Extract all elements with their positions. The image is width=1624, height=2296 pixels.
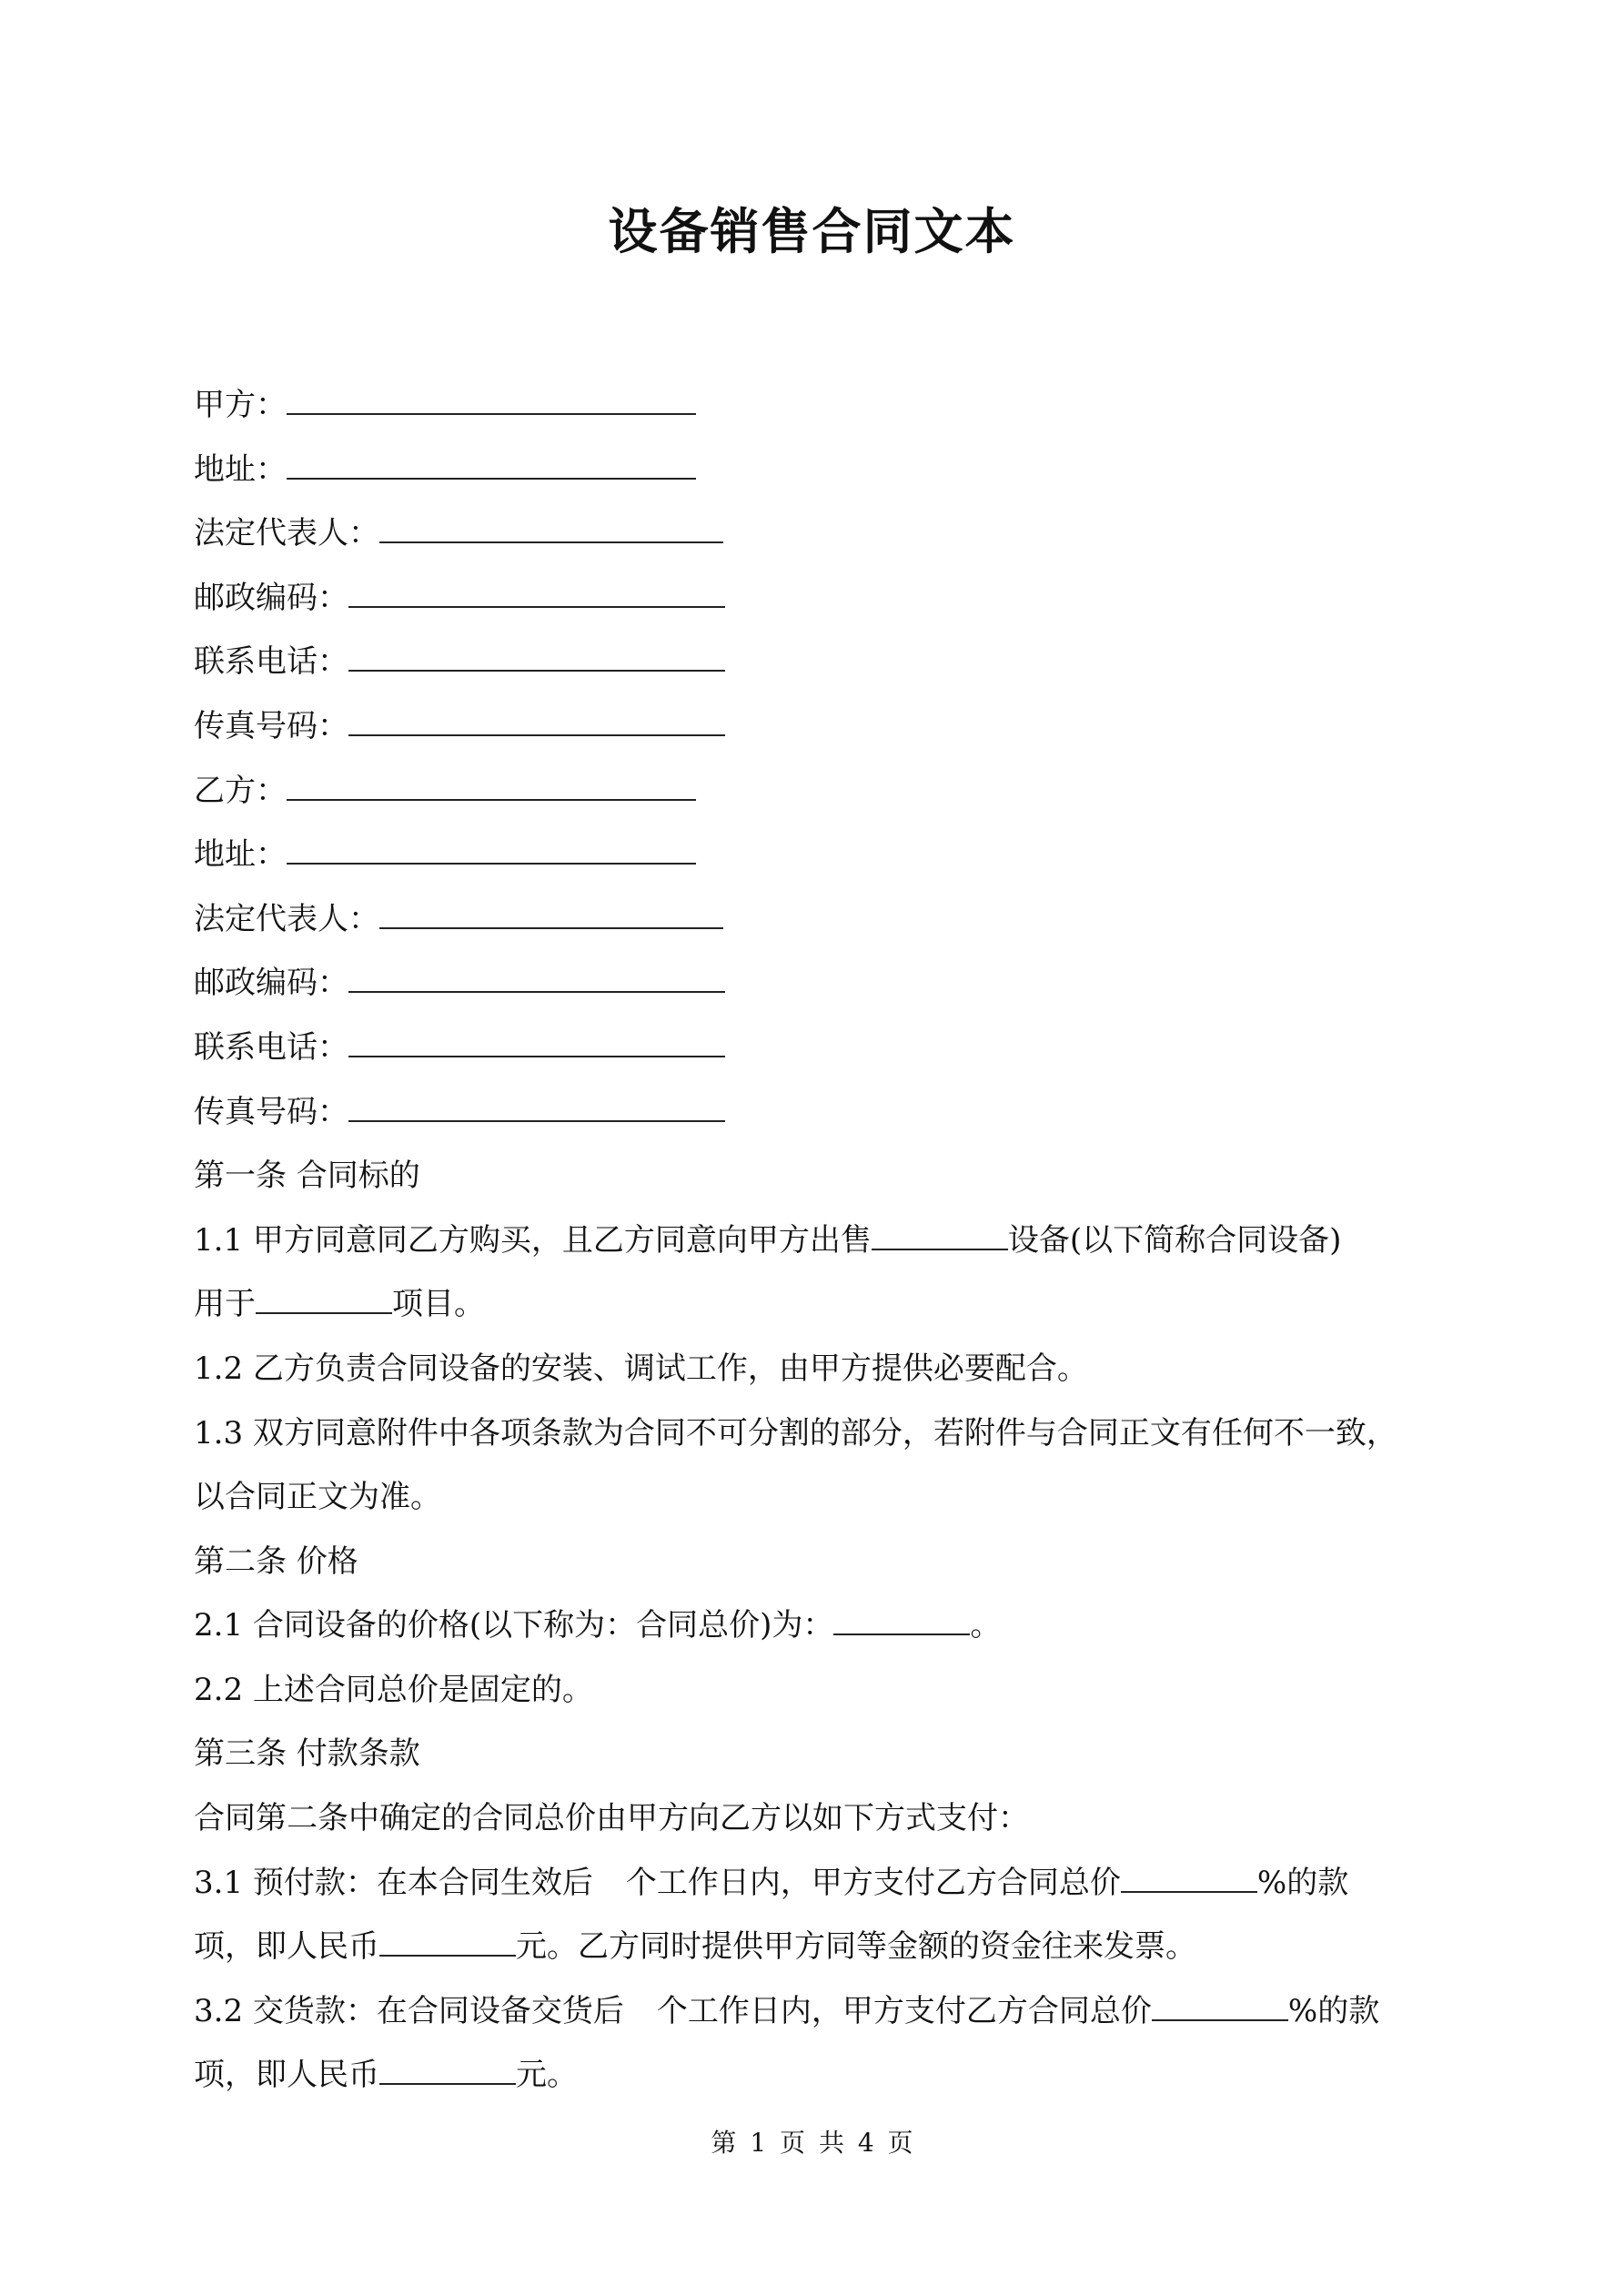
article-3-intro: 合同第二条中确定的合同总价由甲方向乙方以如下方式支付：	[194, 1800, 1029, 1837]
clause-text: 。	[970, 1607, 1002, 1644]
party-a-fax-blank	[348, 707, 725, 736]
party-b-phone-blank	[348, 1028, 725, 1057]
party-b-address-row	[194, 823, 1468, 887]
document-title: 设备销售合同文本	[608, 203, 1016, 260]
clause-2-1	[194, 1593, 1468, 1658]
party-a-address-blank	[287, 450, 696, 480]
article-3-heading: 第三条 付款条款	[194, 1735, 420, 1773]
party-b-name-blank	[287, 772, 696, 801]
prepay-percent-blank	[1121, 1864, 1257, 1893]
article-2-heading: 第二条 价格	[194, 1542, 358, 1580]
delivery-amount-blank	[379, 2056, 516, 2085]
equipment-name-blank	[872, 1221, 1008, 1250]
page-number-footer: 第 1 页 共 4 页	[711, 2128, 913, 2158]
clause-3-2-line-2	[194, 2043, 1468, 2108]
total-price-blank	[833, 1606, 970, 1635]
field-label: 法定代表人：	[194, 515, 379, 552]
clause-text: %的款	[1256, 1864, 1349, 1901]
field-label: 邮政编码：	[194, 965, 348, 1002]
clause-text: 项目。	[392, 1286, 485, 1323]
clause-text: 3.2 交货款：在合同设备交货后	[194, 1992, 624, 2029]
party-a-name-row	[194, 373, 1468, 438]
field-label: 传真号码：	[194, 1093, 348, 1130]
clause-text: 项，即人民币	[194, 1928, 379, 1966]
party-a-postcode-row	[194, 566, 1468, 631]
party-b-postcode-row	[194, 951, 1468, 1016]
clause-2-2: 2.2 上述合同总价是固定的。	[194, 1671, 593, 1708]
clause-text: 个工作日内，甲方支付乙方合同总价	[625, 1864, 1121, 1901]
field-label: 地址：	[194, 836, 287, 874]
clause-3-1-line-1	[194, 1851, 1468, 1916]
clause-text: 用于	[194, 1286, 256, 1323]
party-a-name-blank	[287, 386, 696, 415]
party-a-legal-rep-row	[194, 501, 1468, 566]
clause-text: 设备(以下简称合同设备)	[1007, 1221, 1342, 1259]
party-a-legal-rep-blank	[379, 514, 723, 543]
clause-text: 元。	[516, 2057, 578, 2094]
party-a-phone-row	[194, 630, 1468, 694]
party-b-name-row	[194, 759, 1468, 824]
clause-1-1-line-2	[194, 1272, 1468, 1337]
field-label: 乙方：	[194, 772, 287, 809]
party-b-address-blank	[287, 835, 696, 865]
field-label: 甲方：	[194, 387, 287, 423]
field-label: 邮政编码：	[194, 579, 348, 616]
delivery-percent-blank	[1152, 1992, 1288, 2021]
field-label: 法定代表人：	[194, 900, 379, 937]
clause-text: %的款	[1287, 1992, 1380, 2029]
prepay-amount-blank	[379, 1927, 516, 1957]
party-a-phone-blank	[348, 642, 725, 672]
clause-1-3-line-2: 以合同正文为准。	[194, 1479, 441, 1516]
clause-1-3-line-1: 1.3 双方同意附件中各项条款为合同不可分割的部分，若附件与合同正文有任何不一致，	[194, 1414, 1397, 1451]
clause-text: 3.1 预付款：在本合同生效后	[194, 1864, 593, 1901]
clause-text: 1.1 甲方同意同乙方购买，且乙方同意向甲方出售	[194, 1221, 872, 1259]
clause-1-2: 1.2 乙方负责合同设备的安装、调试工作，由甲方提供必要配合。	[194, 1350, 1088, 1387]
field-label: 联系电话：	[194, 643, 348, 681]
article-1-heading: 第一条 合同标的	[194, 1158, 420, 1195]
clause-text: 个工作日内，甲方支付乙方合同总价	[656, 1992, 1152, 2029]
clause-1-1-line-1	[194, 1209, 1468, 1273]
party-a-fax-row	[194, 694, 1468, 759]
project-name-blank	[256, 1285, 392, 1314]
party-b-postcode-blank	[348, 964, 725, 993]
party-b-phone-row	[194, 1016, 1468, 1080]
clause-3-2-line-1	[194, 1979, 1468, 2044]
party-b-legal-rep-blank	[379, 900, 723, 929]
clause-3-1-line-2	[194, 1915, 1468, 1979]
field-label: 地址：	[194, 450, 287, 488]
field-label: 传真号码：	[194, 707, 348, 744]
party-a-address-row	[194, 438, 1468, 502]
party-a-postcode-blank	[348, 579, 725, 608]
document-body	[194, 373, 1468, 2108]
party-b-fax-row	[194, 1080, 1468, 1145]
party-b-legal-rep-row	[194, 887, 1468, 952]
clause-text: 项，即人民币	[194, 2057, 379, 2094]
clause-text: 2.1 合同设备的价格(以下称为：合同总价)为：	[194, 1607, 834, 1644]
party-b-fax-blank	[348, 1093, 725, 1122]
field-label: 联系电话：	[194, 1028, 348, 1066]
clause-text: 元。乙方同时提供甲方同等金额的资金往来发票。	[516, 1928, 1196, 1966]
